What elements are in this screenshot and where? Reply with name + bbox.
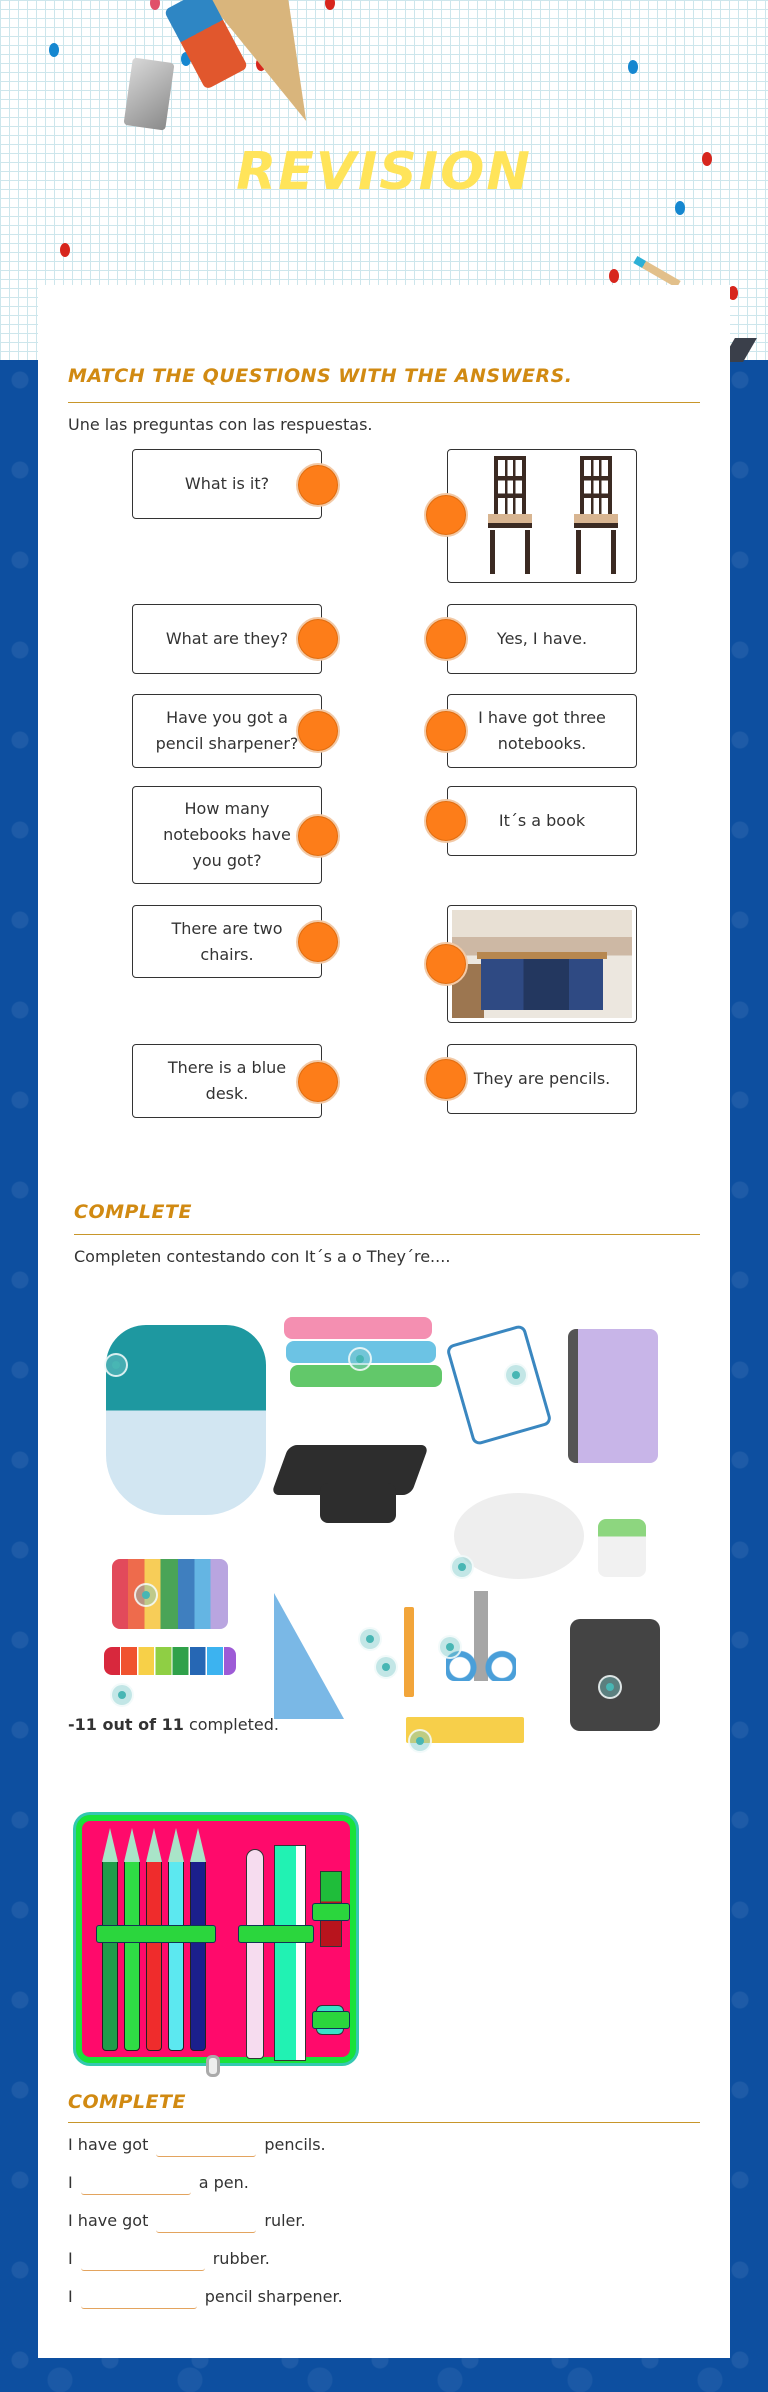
blank-input[interactable] (81, 2249, 205, 2271)
fill-before: I have got (68, 2211, 149, 2230)
hotspot-marker[interactable] (450, 1555, 474, 1579)
match-left-item[interactable] (132, 786, 322, 884)
match-connector-dot[interactable] (296, 814, 340, 858)
fill-row (68, 2135, 326, 2157)
match-right-item[interactable] (447, 1044, 637, 1114)
blank-input[interactable] (156, 2211, 256, 2233)
match-left-item[interactable] (132, 604, 322, 674)
hotspot-marker[interactable] (504, 1363, 528, 1387)
match-right-label: I have got three notebooks. (478, 708, 606, 753)
match-connector-dot[interactable] (424, 493, 468, 537)
decor-dot (60, 243, 70, 257)
set-square-illustration (274, 1593, 344, 1719)
match-left-label: There are two chairs. (171, 918, 283, 964)
blank-input[interactable] (156, 2135, 256, 2157)
match-left-item[interactable] (132, 449, 322, 519)
decor-dot (675, 201, 685, 215)
match-left-label: There is a blue desk. (167, 1058, 287, 1103)
match-connector-dot[interactable] (424, 799, 468, 843)
match-right-label: It´s a book (498, 811, 586, 830)
colored-pencils-illustration (104, 1647, 236, 1675)
fill-after: rubber. (212, 2249, 270, 2268)
fill-after: ruler. (264, 2211, 306, 2230)
decor-dot (49, 43, 59, 57)
blank-input[interactable] (81, 2287, 197, 2309)
match-left-label: Have you got a pencil sharpener? (155, 708, 299, 753)
match-connector-dot[interactable] (296, 1060, 340, 1104)
desk-image (452, 910, 632, 1018)
fill-row (68, 2211, 306, 2233)
match-left-label: How many notebooks have you got? (163, 799, 291, 870)
match-right-label: Yes, I have. (496, 629, 588, 648)
fill-row (68, 2249, 270, 2271)
hotspot-marker[interactable] (598, 1675, 622, 1699)
match-left-item[interactable] (132, 905, 322, 978)
fill-row (68, 2173, 249, 2195)
school-supplies-image (98, 1303, 668, 1683)
hotspot-instructions: Completen contestando con It´s a o They´re.... (74, 1247, 451, 1266)
match-connector-dot[interactable] (424, 942, 468, 986)
backpack-illustration (106, 1325, 266, 1515)
match-connector-dot[interactable] (296, 463, 340, 507)
crayons-illustration (112, 1559, 228, 1629)
page-title: REVISION (236, 142, 532, 202)
match-left-item[interactable] (132, 1044, 322, 1118)
pencil-illustration (404, 1607, 414, 1697)
spiral-notebook-illustration (445, 1324, 552, 1447)
progress-count: -11 out of 11 (68, 1715, 184, 1734)
hotspot-marker[interactable] (438, 1635, 462, 1659)
chairs-image (452, 454, 632, 578)
match-right-item[interactable] (447, 694, 637, 768)
hotspot-marker[interactable] (408, 1729, 432, 1753)
match-connector-dot[interactable] (424, 617, 468, 661)
hotspot-marker[interactable] (348, 1347, 372, 1371)
section-divider (74, 1234, 700, 1235)
hotspot-marker[interactable] (374, 1655, 398, 1679)
fill-before: I have got (68, 2135, 149, 2154)
decor-dot (609, 269, 619, 283)
match-right-item[interactable] (447, 786, 637, 856)
fill-row (68, 2287, 343, 2309)
zipper-pull (206, 2055, 220, 2077)
match-connector-dot[interactable] (296, 617, 340, 661)
fill-before: I (68, 2249, 73, 2268)
calculator-illustration (570, 1619, 660, 1731)
match-right-item[interactable] (447, 604, 637, 674)
pencil-case-image (68, 1805, 366, 2073)
blank-input[interactable] (81, 2173, 191, 2195)
memo-pad-illustration (598, 1519, 646, 1577)
section-title-complete: COMPLETE (74, 1201, 192, 1223)
match-instructions: Une las preguntas con las respuestas. (68, 415, 373, 434)
hotspot-progress (68, 1715, 279, 1734)
decor-dot (628, 60, 638, 74)
hotspot-marker[interactable] (134, 1583, 158, 1607)
fill-after: a pen. (198, 2173, 249, 2192)
match-connector-dot[interactable] (296, 920, 340, 964)
section-divider (68, 2122, 700, 2123)
match-connector-dot[interactable] (296, 709, 340, 753)
match-right-item-chairs[interactable] (447, 449, 637, 583)
match-right-item-desk[interactable] (447, 905, 637, 1023)
match-left-label: What are they? (165, 629, 289, 648)
section-title-complete-2: COMPLETE (68, 2091, 186, 2113)
fill-before: I (68, 2287, 73, 2306)
match-connector-dot[interactable] (424, 709, 468, 753)
fill-after: pencil sharpener. (204, 2287, 343, 2306)
worksheet-card (38, 285, 730, 2358)
notebook-illustration (568, 1329, 658, 1463)
hotspot-marker[interactable] (358, 1627, 382, 1651)
fill-before: I (68, 2173, 73, 2192)
hotspot-marker[interactable] (104, 1353, 128, 1377)
hotspot-marker[interactable] (110, 1683, 134, 1707)
match-left-label: What is it? (184, 474, 270, 493)
match-connector-dot[interactable] (424, 1057, 468, 1101)
books-illustration (284, 1317, 432, 1339)
section-divider (68, 402, 700, 403)
fill-after: pencils. (264, 2135, 326, 2154)
match-right-label: They are pencils. (473, 1069, 611, 1088)
progress-suffix: completed. (183, 1715, 279, 1734)
section-title-match: MATCH THE QUESTIONS WITH THE ANSWERS. (68, 365, 573, 387)
match-left-item[interactable] (132, 694, 322, 768)
